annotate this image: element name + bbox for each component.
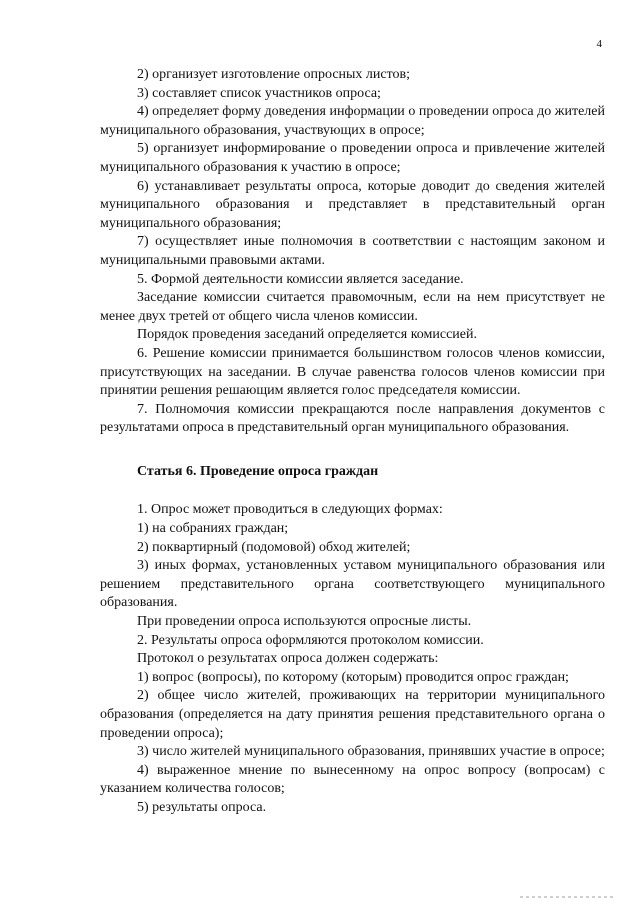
paragraph: Порядок проведения заседаний определяется комиссией. <box>137 327 477 343</box>
paragraph: 1) вопрос (вопросы), по которому (которым) проводится опрос граждан; <box>137 669 569 685</box>
paragraph: 1) на собраниях граждан; <box>137 521 289 537</box>
paragraph: 4) определяет форму доведения информации о проведении опроса до жителей муниципального образования, участвующих в опросе; <box>100 104 605 138</box>
paragraph: 2. Результаты опроса оформляются протоколом комиссии. <box>137 632 484 648</box>
paragraph: 1. Опрос может проводиться в следующих формах: <box>137 502 443 518</box>
paragraph: 7. Полномочия комиссии прекращаются после направления документов с результатами опроса в представительный орган муниципального образования. <box>100 401 605 436</box>
paragraph: 4) выраженное мнение по вынесенному на опрос вопросу (вопросам) с указанием количества голосов; <box>100 762 605 797</box>
document-body <box>100 66 605 818</box>
article-heading: Статья 6. Проведение опроса граждан <box>137 463 379 479</box>
paragraph: 6. Решение комиссии принимается большинством голосов членов комиссии, присутствующих на заседании. В случае равенства голосов членов комиссии при принятии решения решающим является голос председателя комиссии. <box>100 345 605 399</box>
paragraph: 5) организует информирование о проведении опроса и привлечение жителей муниципального образования к участию в опросе; <box>100 141 605 175</box>
paragraph: 7) осуществляет иные полномочия в соответствии с настоящим законом и муниципальными правовыми актами. <box>100 234 605 268</box>
paragraph: 2) поквартирный (подомовой) обход жителей; <box>137 539 411 555</box>
paragraph: 6) устанавливает результаты опроса, которые доводит до сведения жителей муниципального образования и представляет в представительный орган муниципального образования; <box>100 178 605 231</box>
paragraph: 3) число жителей муниципального образования, принявших участие в опросе; <box>137 744 605 760</box>
paragraph: При проведении опроса используются опросные листы. <box>137 614 472 630</box>
paragraph: 3) иных формах, установленных уставом муниципального образования или решением представительного органа соответствующего муниципального образования. <box>100 558 605 611</box>
paragraph: 5. Формой деятельности комиссии является заседание. <box>137 271 464 287</box>
paragraph: 5) результаты опроса. <box>137 799 267 815</box>
paragraph: 2) общее число жителей, проживающих на территории муниципального образования (определяется на дату принятия решения представительного органа о проведении опроса); <box>100 688 605 741</box>
paragraph: 2) организует изготовление опросных листов; <box>137 67 411 82</box>
scan-artifact <box>520 896 615 898</box>
paragraph: Протокол о результатах опроса должен содержать: <box>137 651 439 667</box>
paragraph: Заседание комиссии считается правомочным, если на нем присутствует не менее двух третей от общего числа членов комиссии. <box>100 290 605 324</box>
paragraph: 3) составляет список участников опроса; <box>137 85 381 101</box>
page-number: 4 <box>596 38 602 50</box>
